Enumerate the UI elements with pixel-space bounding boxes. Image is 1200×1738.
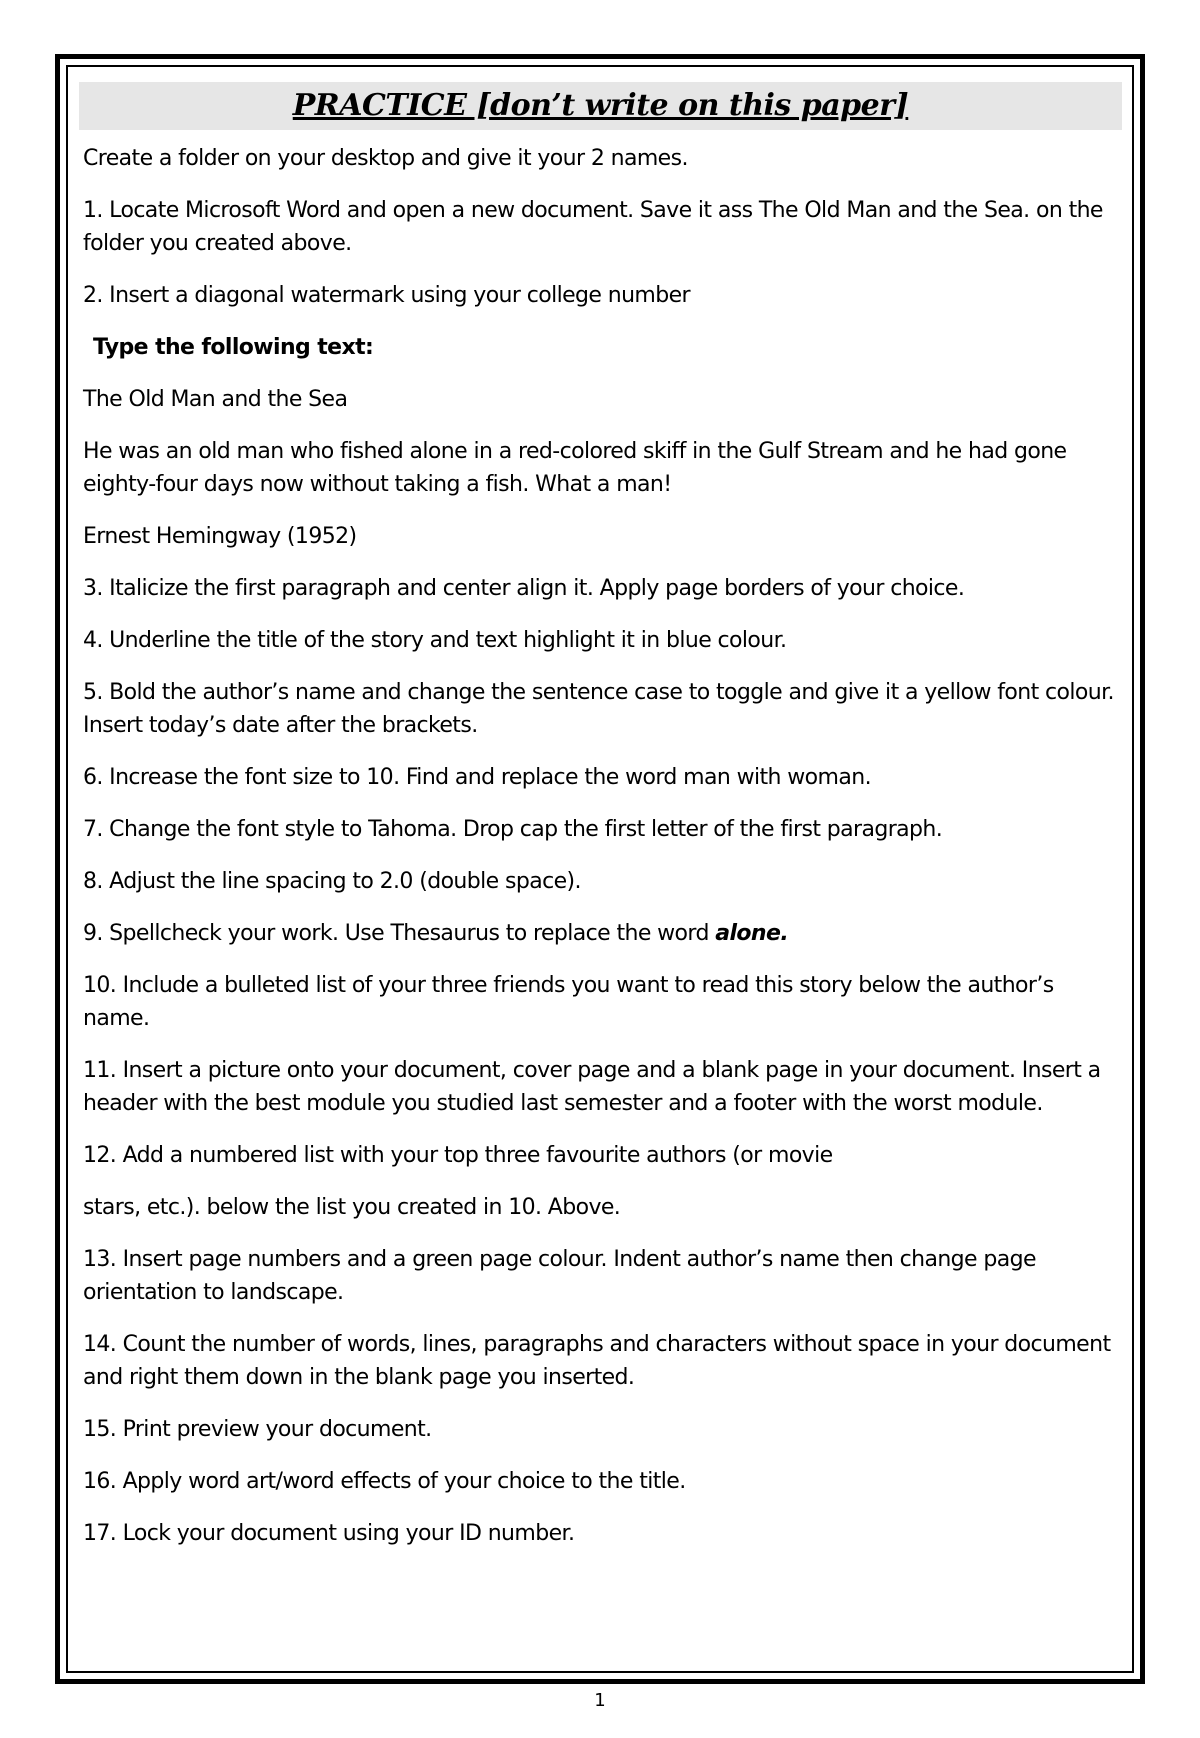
instruction-9 — [83, 917, 1122, 950]
instruction-16: 16. Apply word art/word effects of your choice to the title. — [83, 1469, 686, 1494]
title-banner — [79, 82, 1122, 130]
instruction-12: 12. Add a numbered list with your top three favourite authors (or movie — [83, 1143, 833, 1168]
story-author: Ernest Hemingway (1952) — [83, 524, 357, 549]
instruction-intro: Create a folder on your desktop and give it your 2 names. — [83, 146, 688, 171]
page-number: 1 — [594, 1690, 606, 1711]
instruction-8: 8. Adjust the line spacing to 2.0 (double space). — [83, 869, 581, 894]
instruction-10: 10. Include a bulleted list of your three friends you want to read this story below the author’s name. — [83, 973, 1054, 1031]
instruction-14: 14. Count the number of words, lines, paragraphs and characters without space in your document and right them down in the blank page you inserted. — [83, 1332, 1111, 1390]
instruction-4: 4. Underline the title of the story and text highlight it in blue colour. — [83, 628, 787, 653]
instruction-13: 13. Insert page numbers and a green page colour. Indent author’s name then change page orientation to landscape. — [83, 1247, 1036, 1305]
document-title: PRACTICE [don’t write on this paper] — [292, 88, 909, 123]
instruction-9-text: 9. Spellcheck your work. Use Thesaurus to replace the word — [83, 921, 716, 946]
story-title: The Old Man and the Sea — [83, 387, 348, 412]
instruction-7: 7. Change the font style to Tahoma. Drop cap the first letter of the first paragraph. — [83, 817, 943, 842]
instruction-15: 15. Print preview your document. — [83, 1417, 432, 1442]
instruction-9-emphasis: alone. — [715, 921, 789, 946]
document-body — [79, 82, 1122, 1569]
instruction-2: 2. Insert a diagonal watermark using your college number — [83, 283, 691, 308]
instruction-3: 3. Italicize the first paragraph and center align it. Apply page borders of your choice. — [83, 576, 965, 601]
instruction-17: 17. Lock your document using your ID number. — [83, 1521, 575, 1546]
instruction-5: 5. Bold the author’s name and change the sentence case to toggle and give it a yellow font colour. Insert today’s date after the brackets. — [83, 680, 1114, 738]
instruction-12-continued: stars, etc.). below the list you created in 10. Above. — [83, 1195, 621, 1220]
story-paragraph: He was an old man who fished alone in a red-colored skiff in the Gulf Stream and he had gone eighty-four days now without taking a fish. What a man! — [83, 439, 1067, 497]
type-heading: Type the following text: — [93, 335, 374, 360]
instruction-11: 11. Insert a picture onto your document, cover page and a blank page in your document. Insert a header with the best module you studied last semester and a footer with the worst module. — [83, 1058, 1101, 1116]
instruction-6: 6. Increase the font size to 10. Find and replace the word man with woman. — [83, 765, 871, 790]
instruction-1: 1. Locate Microsoft Word and open a new document. Save it ass The Old Man and the Sea. on the folder you created above. — [83, 198, 1103, 256]
